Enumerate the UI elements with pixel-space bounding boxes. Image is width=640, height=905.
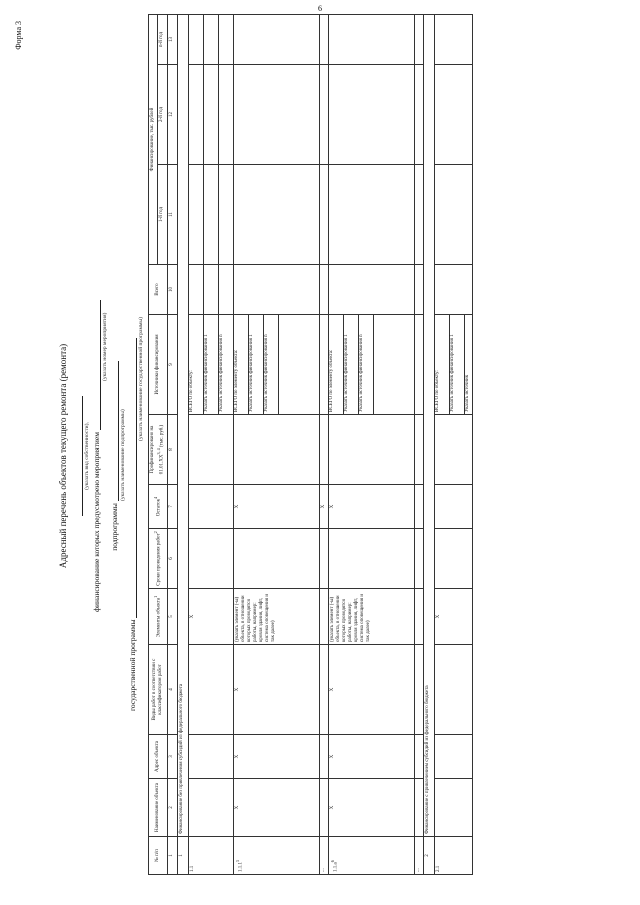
section-num: 1 xyxy=(177,837,188,875)
program-line xyxy=(128,338,137,711)
col-num: 3 xyxy=(167,735,177,779)
row-remainder: X xyxy=(319,485,328,529)
header-prefinanced: Профинансировано на 01.01.XX$^{3, 4}$ (тыс. руб.) xyxy=(149,415,168,485)
table-row-element xyxy=(328,15,414,875)
source-total: ВСЕГО по элементу объекта: xyxy=(329,315,344,414)
header-sources: Источники финансирования xyxy=(149,315,168,415)
table-row-dots xyxy=(414,15,423,875)
source-1: Указать источник финансирования 1 xyxy=(344,315,359,414)
ownership-blank xyxy=(74,396,83,516)
subprogram-hint: (указать наименование подпрограммы) xyxy=(120,409,126,501)
source-total: ВСЕГО по объекту: xyxy=(435,315,450,414)
source-n: Указать источник финансирования n xyxy=(264,315,279,414)
cell xyxy=(188,415,233,485)
header-year1: 1-й год xyxy=(158,165,167,265)
header-elements: Элементы объекта$^1$ xyxy=(149,589,168,645)
cell xyxy=(188,735,233,779)
table-row-element xyxy=(233,15,319,875)
col-num: 13 xyxy=(167,15,177,65)
section-row xyxy=(177,15,188,875)
program-hint: (указать наименование государственной программы) xyxy=(138,317,144,441)
row-name: X xyxy=(233,779,319,837)
header-row-1 xyxy=(149,15,158,875)
section-label: Финансирование без привлечения субсидий из федерального бюджета xyxy=(177,15,188,837)
row-num: 1.1.1$^5$ xyxy=(233,837,319,875)
cell xyxy=(233,415,319,485)
row-elements: (указать элемент (-ы) объекта, в отношении которых проводятся работы, например: кровля здания, лифт, система оповещения и так далее) xyxy=(328,589,414,645)
row-address: X xyxy=(328,735,414,779)
fin-cell xyxy=(188,15,233,65)
subprogram-blank xyxy=(110,361,119,501)
col-num: 6 xyxy=(167,529,177,589)
source-n: Указать источник финансирования n xyxy=(218,334,224,412)
program-text: государственной программы xyxy=(128,619,137,711)
table-row-dots xyxy=(319,15,328,875)
col-num: 11 xyxy=(167,165,177,265)
form-label: Форма 3 xyxy=(14,21,23,50)
row-work-types: X xyxy=(233,645,319,735)
header-remainder: Остаток$^4$ xyxy=(149,485,168,529)
source-1: Указать источник финансирования 1 xyxy=(204,315,219,414)
row-remainder: X xyxy=(233,485,319,529)
header-num: № п/п xyxy=(149,837,168,875)
col-num: 7 xyxy=(167,485,177,529)
sources-cell xyxy=(188,315,233,415)
source-1: Указать источник финансирования 1 xyxy=(249,315,264,414)
cell xyxy=(188,779,233,837)
source-n: Указать источник xyxy=(464,374,470,412)
row-num: $1.1.a^6$ xyxy=(328,837,414,875)
sources-cell xyxy=(328,315,414,415)
header-yearn: n-й год xyxy=(158,15,167,65)
cell xyxy=(233,529,319,589)
financing-line xyxy=(92,11,101,901)
row-elements: X xyxy=(434,589,472,645)
col-num: 12 xyxy=(167,65,177,165)
fin-cell xyxy=(188,165,233,265)
col-num: 4 xyxy=(167,645,177,735)
row-num: 2.1 xyxy=(434,837,472,875)
objects-table xyxy=(148,14,473,875)
program-blank xyxy=(128,338,137,618)
cell xyxy=(233,65,319,165)
table-row-object xyxy=(188,15,233,875)
row-elements: X xyxy=(188,589,233,645)
header-terms: Сроки проведения работ$^2$ xyxy=(149,529,168,589)
cell xyxy=(328,415,414,485)
col-num: 8 xyxy=(167,415,177,485)
header-name: Наименование объекта xyxy=(149,779,168,837)
cell xyxy=(233,15,319,65)
row-address: X xyxy=(233,735,319,779)
column-number-row xyxy=(167,15,177,875)
cell xyxy=(188,529,233,589)
source-n: Указать источник финансирования n xyxy=(359,315,374,414)
fin-cell xyxy=(188,265,233,315)
section-label: Финансирование с привлечением субсидий из федерального бюджета xyxy=(423,15,434,837)
subprogram-text: подпрограммы xyxy=(110,503,119,551)
table-row-object xyxy=(434,15,472,875)
document-title: Адресный перечень объектов текущего ремонта (ремонта) xyxy=(58,343,68,569)
sources-cell xyxy=(434,315,472,415)
source-total: ВСЕГО по объекту: xyxy=(189,315,204,414)
page-number: 6 xyxy=(318,4,322,13)
row-num: ... xyxy=(414,837,423,875)
sources-cell xyxy=(233,315,319,415)
subprogram-line xyxy=(110,11,119,901)
col-num: 9 xyxy=(167,315,177,415)
financing-text: финансирование которых предусмотрено мероприятием xyxy=(92,432,101,612)
col-num: 2 xyxy=(167,779,177,837)
header-work-types: Виды работ в соответствии с классификатором работ xyxy=(149,645,168,735)
row-name: X xyxy=(328,779,414,837)
row-work-types: X xyxy=(328,645,414,735)
cell xyxy=(188,645,233,735)
rotated-page xyxy=(8,11,630,901)
header-address: Адрес объекта xyxy=(149,735,168,779)
header-total: Всего xyxy=(149,265,168,315)
row-num: ... xyxy=(319,837,328,875)
source-1: Указать источник финансирования 1 xyxy=(450,315,465,414)
measure-blank xyxy=(92,300,101,430)
fin-cell xyxy=(188,65,233,165)
cell xyxy=(233,165,319,265)
col-num: 1 xyxy=(167,837,177,875)
header-year2: 2-й год xyxy=(158,65,167,165)
cell xyxy=(188,485,233,529)
row-elements: (указать элемент (-ы) объекта, в отношении которых проводятся работы, например: кровля здания, лифт, система оповещения и так далее) xyxy=(233,589,319,645)
section-num: 2 xyxy=(423,837,434,875)
col-num: 10 xyxy=(167,265,177,315)
ownership-line xyxy=(74,11,83,901)
ownership-hint: (указать вид собственности), xyxy=(84,422,90,490)
cell xyxy=(328,529,414,589)
row-num: 1.1 xyxy=(188,837,233,875)
measure-hint: (указать номер мероприятия) xyxy=(102,312,108,381)
header-financing-group: Финансирование, тыс. рублей xyxy=(149,15,158,265)
cell xyxy=(233,265,319,315)
row-remainder: X xyxy=(328,485,414,529)
col-num: 5 xyxy=(167,589,177,645)
source-total: ВСЕГО по элементу объекта: xyxy=(234,315,249,414)
section-row xyxy=(423,15,434,875)
